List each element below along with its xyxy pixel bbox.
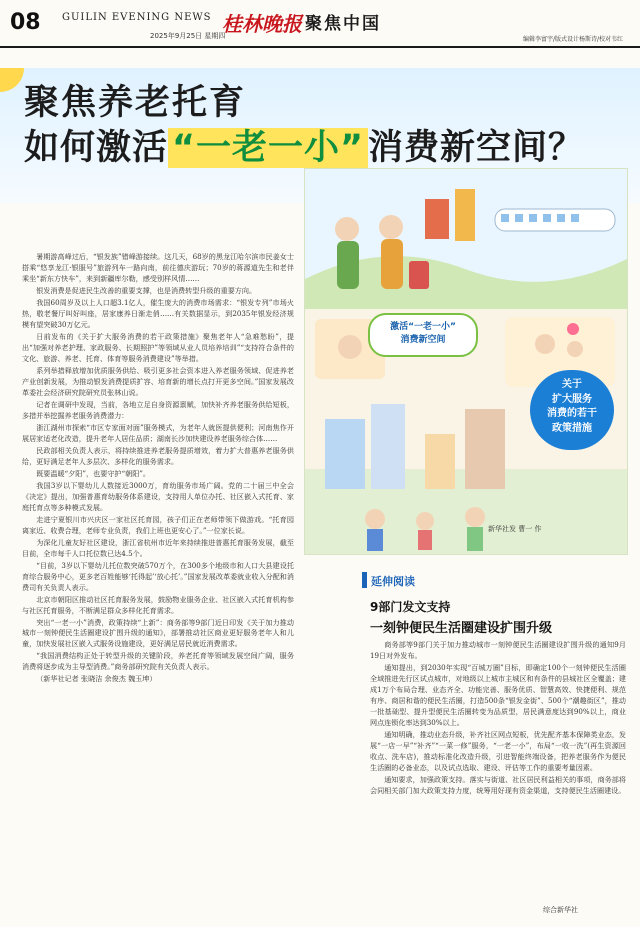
article-paragraph: 系列举措释放增加优质服务供给、吸引更多社会资本进入养老服务领域、促进养老产业创新发展，为推动银发消费提质扩容、培育新的增长点打开更多空间。”国家发展改革委社会经济研究院研究员张林山说。 — [22, 365, 294, 397]
headline-prefix: 如何激活 — [24, 128, 169, 168]
headline-line1: 聚焦养老托育 — [24, 83, 247, 123]
issue-date: 2025年9月25日 星期四 — [150, 32, 226, 40]
callout-line1: 激活“一老一小” — [390, 322, 456, 332]
article-paragraph: 浙江湖州市探索“市区专家面对面”服务模式，为老年人就医提供便利；河南焦作开展居家适老化改造，提升老年人居住品质；湖南长沙加快建设养老服务综合体…… — [22, 422, 294, 443]
article-paragraph: 走进宁夏银川市兴庆区一家社区托育园，孩子们正在老师带领下做游戏。“托育园离家近、收费合理，老师专业负责，我们上班也更安心了。”一位家长说。 — [22, 514, 294, 535]
newspaper-logo: 桂林晚报 — [222, 12, 302, 36]
policy-line2: 扩大服务 — [552, 393, 592, 405]
cartoon-illustration — [304, 168, 628, 555]
sidebar-title1: 9部门发文支持 — [370, 600, 451, 614]
policy-line1: 关于 — [562, 379, 582, 390]
article-paragraph: 银发消费是促进民生改善的重要支撑，也是消费转型升级的重要方向。 — [36, 285, 257, 295]
headline-highlight: “一老一小” — [168, 128, 368, 168]
article-paragraph: 我国60周岁及以上人口超3.1亿人，催生庞大的消费市场需求：“银发专列”市场火热，敬老餐厅叫好叫座，居家康养日渐走俏……有关数据显示，到2035年银发经济规模有望突破30万亿元。 — [22, 297, 294, 329]
sidebar-paragraph: 通知提出，到2030年实现“百城万圈”目标，即确定100个一刻钟便民生活圈全域推进先行区试点城市，对地级以上城市主城区和有条件的县城社区全覆盖；建成1万个布局合理、业态齐全、功能完善、服务优质、智慧高效、快捷便利、规范有序、商居和谐的便民生活圈，打造500条“银发金街”、500个“潮趣街区”，推动一批基础型、提升型便民生活圈转变为品质型，居民满意度达到90%以上，商业网点连锁化率达到30%以上。 — [370, 662, 626, 727]
publication-name: GUILIN EVENING NEWS — [62, 12, 212, 23]
article-paragraph: 我国3岁以下婴幼儿人数接近3000万，育幼服务市场广阔。党的二十届三中全会《决定》提出，加强普惠育幼服务体系建设，支持用人单位办托、社区嵌入式托育、家庭托育点等多种模式发展。 — [22, 480, 294, 512]
article-paragraph: “我国消费结构正处于转型升级的关键阶段，养老托育等领域发展空间广阔，服务消费将逐步成为主导型消费。”商务部研究院有关负责人表示。 — [22, 651, 294, 672]
main-article — [22, 252, 294, 902]
article-paragraph: 日前发布的《关于扩大服务消费的若干政策措施》聚焦老年人“急难愁盼”，提出“加强对养老护理、家政服务、长期照护”等领域从业人员培养培训”“支持符合条件的文化、旅游、养老、托育、体育等服务消费建设”等举措。 — [22, 331, 294, 363]
article-paragraph: 暑期游高峰过后，“银发族”错峰游接续。这几天，68岁的黑龙江哈尔滨市民姜女士搭乘“悠享龙江·银服号”旅游列车一路向南，前往德庆游玩；70岁的蒋源道先生和老伴乘坐“新东方快车”，来到新疆库尔勒，感受别样风情…… — [22, 252, 294, 283]
article-paragraph: 民政部相关负责人表示，将持续推进养老服务提质增效，着力扩大普惠养老服务供给，更好满足老年人多层次、多样化的服务需求。 — [22, 445, 294, 466]
sidebar-source: 综合新华社 — [543, 906, 578, 914]
headline-suffix: 消费新空间？ — [368, 128, 585, 168]
article-paragraph: 记者在调研中发现，当前，各地立足自身资源禀赋，加快补齐养老服务供给短板，多措并举挖掘养老服务消费潜力： — [22, 399, 294, 420]
sidebar-paragraph: 通知要求，加强政策支持。落实与街道、社区居民利益相关的事项，商务部将会同相关部门加大政策支持力度，统筹用好现有资金渠道，支持便民生活圈建设。 — [370, 774, 626, 795]
section-marker-icon — [362, 572, 367, 588]
policy-callout — [530, 370, 614, 450]
article-paragraph: 北京市朝阳区推动社区托育服务发展，鼓励物业服务企业、社区嵌入式托育机构参与社区托育服务，不断满足群众多样化托育需求。 — [22, 594, 294, 615]
extended-reading-tag: 延伸阅读 — [371, 575, 415, 588]
sidebar-paragraph: 通知明确，推动业态升级，补齐社区网点短板，优先配齐基本保障类业态，发展“一店一早”“补齐”“一菜一修”服务，“一老一小”，布局“一收一洗”(再生资源回收点、洗车店)，推动标准化改造升级，引进智能终端设备，把养老服务作为便民生活圈的必备业态，以及试点选取、建设、评估等工作的重要考量因素。 — [370, 729, 626, 772]
sidebar-paragraph: 商务部等9部门关于加力推动城市一刻钟便民生活圈建设扩围升级的通知9月19日对外发布。 — [370, 640, 626, 660]
policy-line4: 政策措施 — [552, 422, 592, 434]
headline-line2 — [24, 120, 584, 170]
article-paragraph: 既要温暖“夕阳”，也要守护“朝阳”。 — [36, 468, 151, 478]
article-paragraph: 突出“一老一小”消费，政策持续“上新”：商务部等9部门近日印发《关于加力推动城市一刻钟便民生活圈建设扩围升级的通知》，部署推动社区商业更好服务老年人和儿童，加快发展社区嵌入式服务设施建设，更好满足居民就近消费需求。 — [22, 617, 294, 649]
sun-decoration-icon — [0, 68, 24, 92]
article-paragraph: 为深化儿童友好社区建设，浙江省杭州市近年来持续推进普惠托育服务发展，截至目前，全市每千人口托位数已达4.5个。 — [22, 537, 294, 558]
editors-credit: 编辑李富宇/版式设计杨斯诗/校对韦红 — [523, 36, 624, 43]
callout-line2: 消费新空间 — [400, 335, 446, 345]
sidebar-title2: 一刻钟便民生活圈建设扩围升级 — [370, 621, 553, 636]
extended-reading-box — [362, 562, 630, 907]
page-number: 08 — [10, 10, 41, 35]
article-paragraph: “目前，3岁以下婴幼儿托位数突破570万个，在300多个地级市和人口大县建设托育综合服务中心，更多老百姓能够‘托得起’‘放心托’。”国家发展改革委就业收入分配和消费司有关负责人表示。 — [22, 560, 294, 592]
sidebar-body — [370, 640, 626, 880]
illustration-scene — [305, 169, 627, 554]
article-paragraph: （新华社记者 张晓洁 余俊杰 魏玉坤） — [36, 674, 157, 684]
section-title: 聚焦中国 — [305, 14, 381, 34]
policy-line3: 消费的若干 — [547, 408, 597, 419]
page-header — [0, 0, 640, 48]
illustration-callout — [368, 313, 478, 357]
illustration-caption: 新华社发 曹一 作 — [488, 525, 542, 533]
